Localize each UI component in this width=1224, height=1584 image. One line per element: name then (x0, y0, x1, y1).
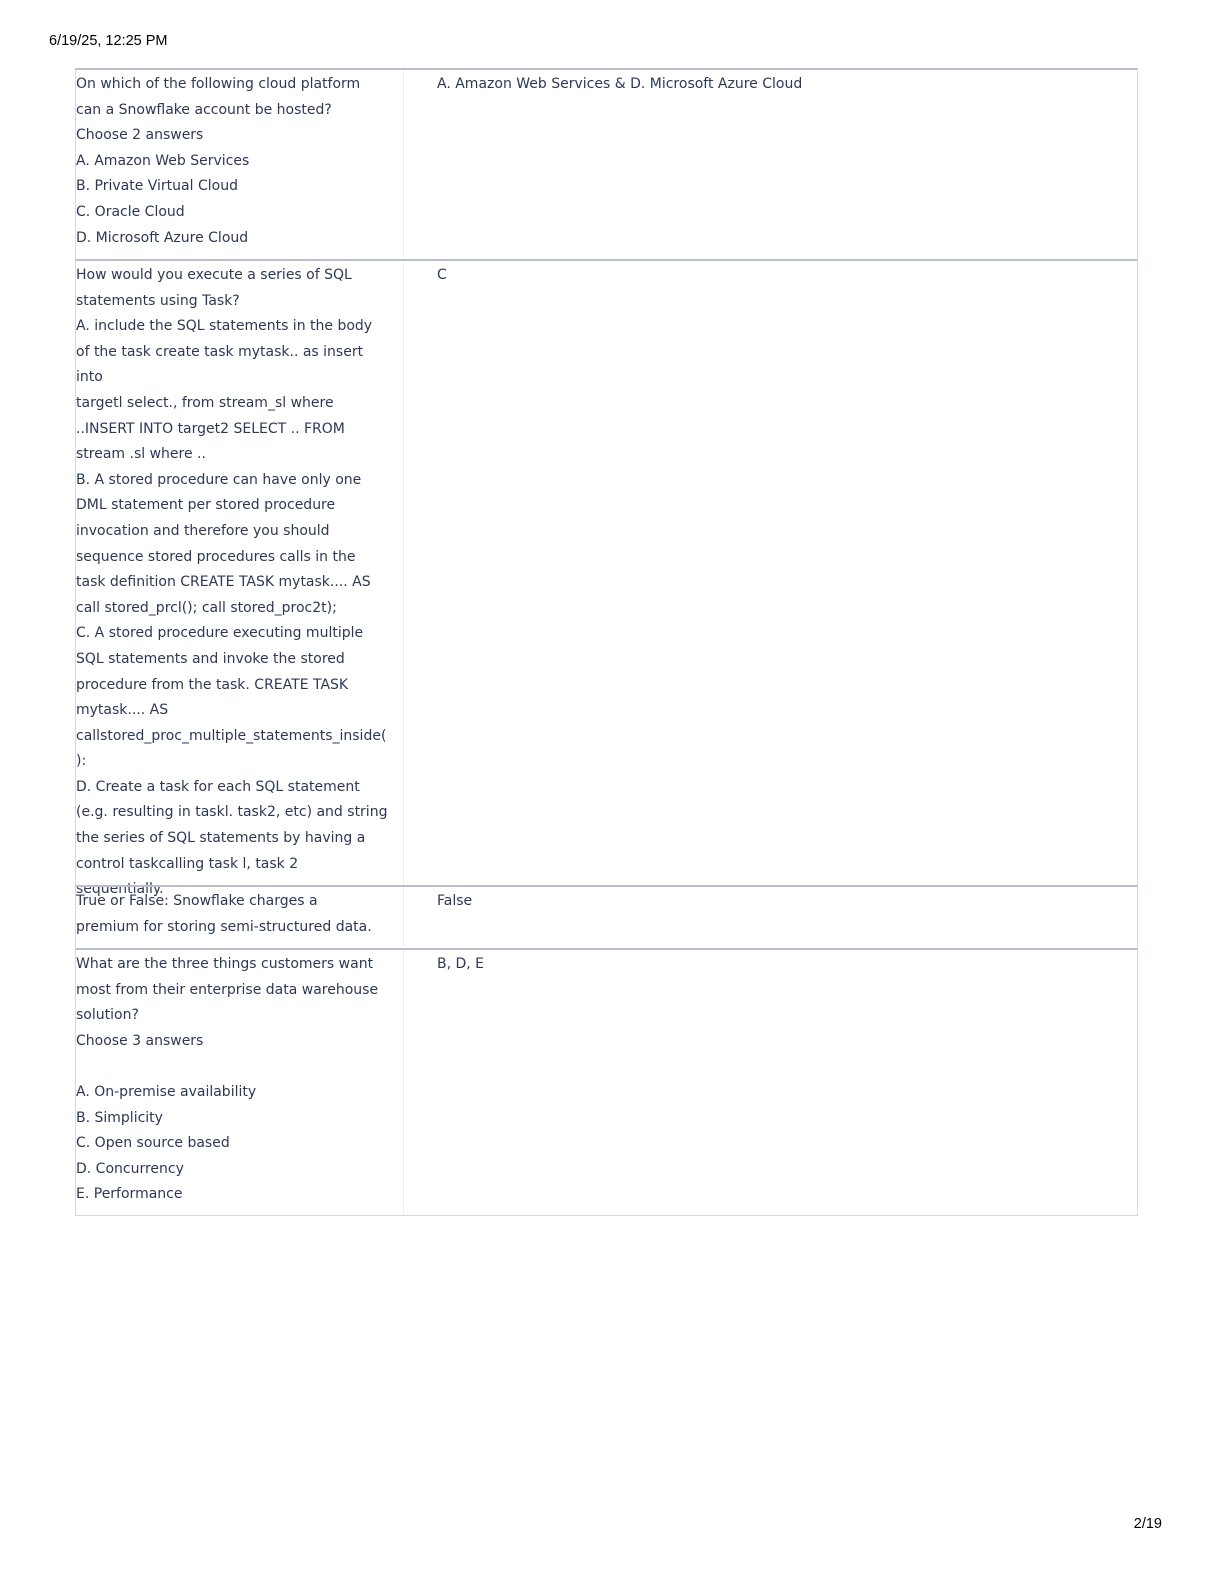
card-definition: False (437, 893, 473, 909)
flashcard (75, 259, 1138, 898)
flashcard (75, 885, 1138, 949)
term-line: (e.g. resulting in taskl. task2, etc) and string (76, 804, 388, 821)
term-line: A. Amazon Web Services (76, 152, 250, 169)
card-definition: B, D, E (437, 956, 485, 972)
term-line: C. A stored procedure executing multiple (76, 625, 364, 642)
term-line: ): (76, 753, 87, 770)
term-line: statements using Task? (76, 292, 240, 309)
term-line: D. Concurrency (76, 1160, 184, 1177)
term-line: B. Simplicity (76, 1109, 163, 1126)
card-term (76, 887, 404, 946)
term-line: the series of SQL statements by having a (76, 830, 366, 847)
card-definition: A. Amazon Web Services & D. Microsoft Azure Cloud (437, 76, 803, 92)
term-line (76, 1054, 389, 1080)
term-line: most from their enterprise data warehouse (76, 981, 379, 998)
card-term (76, 950, 404, 1214)
term-line: B. Private Virtual Cloud (76, 178, 238, 195)
print-timestamp: 6/19/25, 12:25 PM (49, 33, 168, 49)
term-line: D. Create a task for each SQL statement (76, 778, 360, 795)
term-line: solution? (76, 1007, 139, 1024)
term-line: True or False: Snowflake charges a (76, 893, 318, 909)
term-line: sequentially. (76, 881, 164, 898)
term-line: stream .sl where .. (76, 446, 206, 463)
term-line: What are the three things customers want (76, 956, 374, 972)
term-line: Choose 3 answers (76, 1032, 204, 1049)
term-line: A. include the SQL statements in the body (76, 318, 373, 335)
card-term (76, 70, 404, 257)
term-line: E. Performance (76, 1186, 183, 1203)
term-line: sequence stored procedures calls in the (76, 548, 356, 565)
term-line: can a Snowflake account be hosted? (76, 101, 332, 118)
term-line: call stored_prcl(); call stored_proc2t); (76, 599, 337, 616)
card-term (76, 261, 404, 909)
term-line: ..INSERT INTO target2 SELECT .. FROM (76, 420, 345, 437)
term-line: DML statement per stored procedure (76, 497, 336, 514)
term-line: A. On-premise availability (76, 1083, 257, 1100)
term-line: How would you execute a series of SQL (76, 267, 352, 283)
term-line: targetl select., from stream_sl where (76, 394, 334, 411)
card-definition: C (437, 267, 447, 283)
term-line: C. Oracle Cloud (76, 203, 185, 220)
term-line: D. Microsoft Azure Cloud (76, 229, 249, 246)
term-line: C. Open source based (76, 1135, 230, 1152)
flashcard (75, 948, 1138, 1216)
page-number: 2/19 (1133, 1516, 1162, 1532)
term-line: premium for storing semi-structured data. (76, 918, 372, 935)
term-line: procedure from the task. CREATE TASK (76, 676, 349, 693)
term-line: On which of the following cloud platform (76, 76, 361, 92)
term-line: SQL statements and invoke the stored (76, 650, 345, 667)
flashcard (75, 68, 1138, 260)
term-line: of the task create task mytask.. as insert into (76, 343, 368, 386)
term-line: invocation and therefore you should (76, 522, 330, 539)
term-line: task definition CREATE TASK mytask.... AS (76, 574, 371, 591)
term-line: mytask.... AS (76, 702, 169, 719)
term-line: B. A stored procedure can have only one (76, 471, 362, 488)
term-line: callstored_proc_multiple_statements_inside( (76, 727, 387, 744)
term-line: control taskcalling task l, task 2 (76, 855, 299, 872)
flashcard-list (75, 68, 1138, 1216)
term-line: Choose 2 answers (76, 127, 204, 144)
